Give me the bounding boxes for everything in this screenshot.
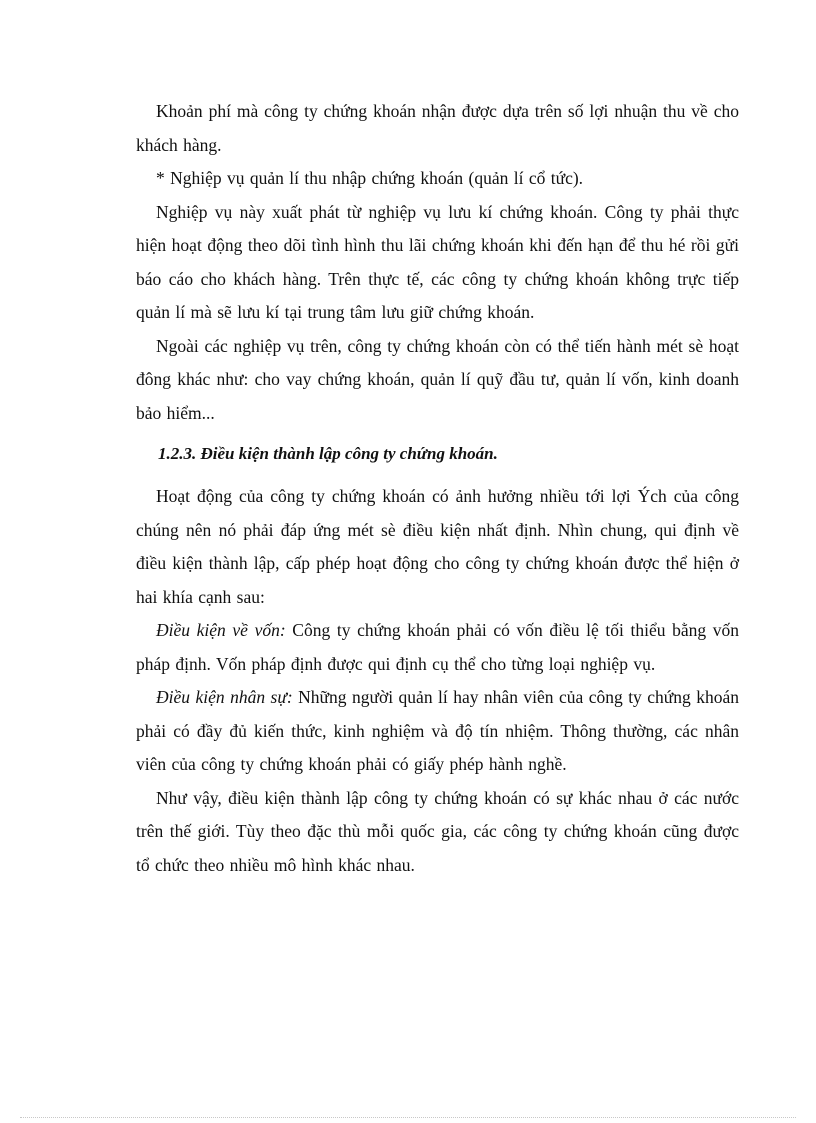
paragraph-intro: Hoạt động của công ty chứng khoán có ảnh hưởng nhiều tới lợi Ých của công chúng nên nó phải đáp ứng mét sè điều kiện nhất định. Nhìn chung, qui định về điều kiện thành lập, cấp phép hoạt động cho công ty chứng khoán được thể hiện ở hai khía cạnh sau: [136, 486, 739, 607]
page-bottom-divider [20, 1117, 796, 1118]
section-heading: 1.2.3. Điều kiện thành lập công ty chứng khoán. [158, 444, 498, 463]
paragraph-personnel-condition [136, 681, 739, 782]
paragraph-dividend-body: Nghiệp vụ này xuất phát từ nghiệp vụ lưu kí chứng khoán. Công ty phải thực hiện hoạt động theo dõi tình hình thu lãi chứng khoán khi đến hạn để thu hé rồi gửi báo cáo cho khách hàng. Trên thực tế, các công ty chứng khoán không trực tiếp quản lí mà sẽ lưu kí tại trung tâm lưu giữ chứng khoán. [136, 201, 739, 322]
personnel-condition-label: Điều kiện nhân sự: [156, 687, 293, 707]
paragraph-fee: Khoản phí mà công ty chứng khoán nhận được dựa trên số lợi nhuận thu về cho khách hàng. [136, 101, 739, 155]
capital-condition-label: Điều kiện về vốn: [156, 620, 286, 640]
paragraph-capital-condition [136, 614, 739, 681]
paragraph-other-services: Ngoài các nghiệp vụ trên, công ty chứng khoán còn có thể tiến hành mét sè hoạt đông khác như: cho vay chứng khoán, quản lí quỹ đầu tư, quản lí vốn, kinh doanh bảo hiểm... [136, 335, 739, 423]
page-content [136, 95, 739, 882]
paragraph-dividend-heading: * Nghiệp vụ quản lí thu nhập chứng khoán (quản lí cổ tức). [156, 168, 584, 188]
paragraph-conclusion: Như vậy, điều kiện thành lập công ty chứng khoán có sự khác nhau ở các nước trên thế giới. Tùy theo đặc thù mỗi quốc gia, các công ty chứng khoán cũng được tổ chức theo nhiều mô hình khác nhau. [136, 787, 739, 875]
capital-condition-text: Công ty chứng khoán phải có vốn điều lệ tối thiểu bằng vốn pháp định. Vốn pháp định được qui định cụ thể cho từng loại nghiệp vụ. [136, 620, 739, 674]
personnel-condition-text: Những người quản lí hay nhân viên của công ty chứng khoán phải có đầy đủ kiến thức, kinh nghiệm và độ tín nhiệm. Thông thường, các nhân viên của công ty chứng khoán phải có giấy phép hành nghề. [136, 687, 739, 774]
